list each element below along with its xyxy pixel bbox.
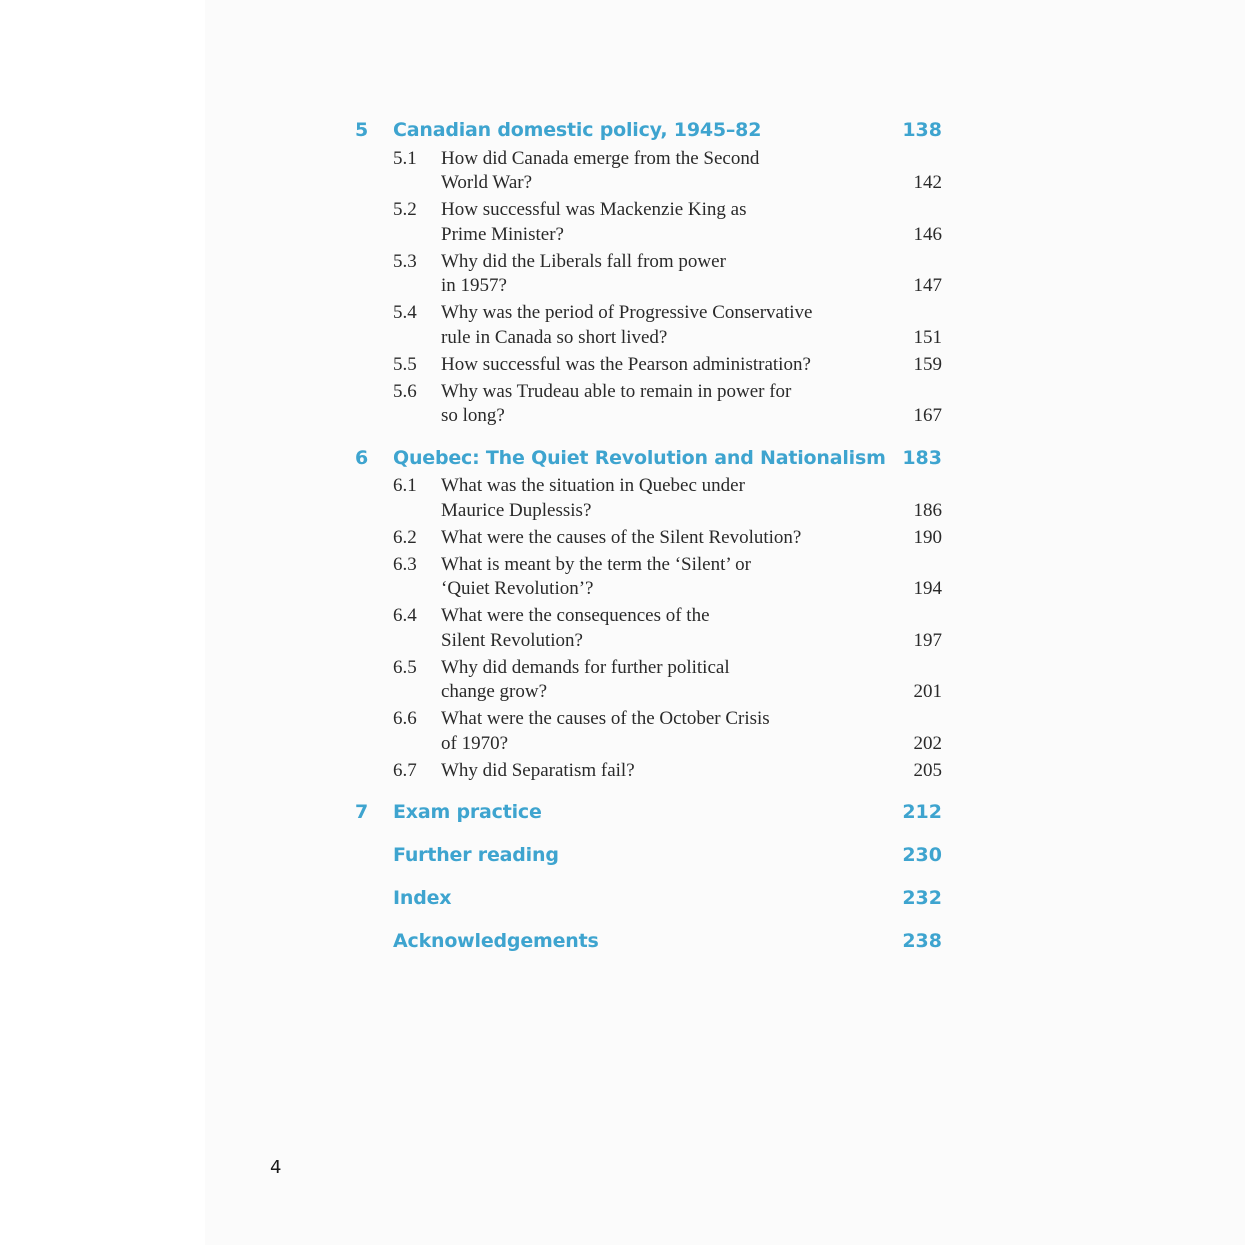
section-title-line: Why did Separatism fail? bbox=[441, 759, 635, 781]
section-title-line: Why did the Liberals fall from power bbox=[441, 250, 726, 272]
section-title-line: How successful was Mackenzie King as bbox=[441, 199, 747, 220]
chapter-heading[interactable] bbox=[355, 841, 942, 869]
section-title-line: What is meant by the term the ‘Silent’ or bbox=[441, 553, 751, 575]
section-page: 190 bbox=[913, 526, 942, 548]
section-number: 5.1 bbox=[393, 147, 417, 169]
section-title-line: Silent Revolution? bbox=[441, 629, 583, 651]
chapter-page: 212 bbox=[902, 801, 942, 823]
chapter-page: 238 bbox=[902, 930, 942, 952]
section-page: 159 bbox=[913, 353, 942, 375]
section-title-line: rule in Canada so short lived? bbox=[441, 326, 668, 348]
section-number: 5.6 bbox=[393, 380, 417, 402]
chapter-spacer bbox=[355, 912, 942, 927]
chapter-heading[interactable] bbox=[355, 444, 942, 472]
section-title bbox=[441, 656, 914, 705]
chapter-title: Further reading bbox=[393, 844, 559, 866]
section-title-line: How did Canada emerge from the Second bbox=[441, 147, 760, 169]
chapter-page: 232 bbox=[902, 887, 942, 909]
section-page: 147 bbox=[913, 275, 942, 296]
section-title-line: Why was the period of Progressive Conservative bbox=[441, 302, 813, 323]
toc-section-entry[interactable] bbox=[355, 147, 942, 196]
section-title-line: What were the consequences of the bbox=[441, 605, 710, 626]
section-title bbox=[441, 380, 914, 429]
chapter-page: 230 bbox=[902, 844, 942, 866]
section-title bbox=[441, 553, 914, 602]
chapter-page: 183 bbox=[902, 446, 942, 469]
section-title-line: in 1957? bbox=[441, 275, 507, 296]
section-number: 5.5 bbox=[393, 353, 417, 375]
section-title bbox=[441, 147, 914, 196]
chapter-num: 6 bbox=[355, 446, 369, 469]
section-title bbox=[441, 250, 914, 299]
toc-section-entry[interactable] bbox=[355, 250, 942, 299]
section-number: 5.2 bbox=[393, 199, 417, 220]
chapter-title: Canadian domestic policy, 1945–82 bbox=[393, 119, 762, 141]
chapter-page: 138 bbox=[902, 119, 942, 141]
toc-section-entry[interactable] bbox=[355, 353, 942, 378]
section-title bbox=[441, 474, 914, 523]
section-title-line: What was the situation in Quebec under bbox=[441, 475, 745, 496]
page-number: 4 bbox=[270, 1157, 282, 1178]
section-number: 5.3 bbox=[393, 250, 417, 272]
toc-section-entry[interactable] bbox=[355, 759, 942, 784]
section-title bbox=[441, 759, 914, 784]
chapter-num: 5 bbox=[355, 119, 369, 141]
chapter-spacer bbox=[355, 783, 942, 798]
toc-section-entry[interactable] bbox=[355, 553, 942, 602]
section-title-line: Prime Minister? bbox=[441, 223, 564, 245]
section-title-line: of 1970? bbox=[441, 732, 509, 754]
section-title-line: ‘Quiet Revolution’? bbox=[441, 578, 594, 599]
section-page: 194 bbox=[913, 578, 942, 599]
chapter-heading[interactable] bbox=[355, 927, 942, 955]
chapter-title: Exam practice bbox=[393, 801, 542, 823]
section-page: 146 bbox=[913, 223, 942, 245]
section-title-line: Maurice Duplessis? bbox=[441, 499, 592, 521]
toc-section-entry[interactable] bbox=[355, 198, 942, 247]
section-title bbox=[441, 198, 914, 247]
section-number: 5.4 bbox=[393, 302, 417, 323]
section-page: 202 bbox=[913, 732, 942, 754]
chapter-heading[interactable] bbox=[355, 798, 942, 826]
chapter-title: Quebec: The Quiet Revolution and Nationalism bbox=[393, 446, 886, 469]
section-title bbox=[441, 353, 914, 378]
toc-section-entry[interactable] bbox=[355, 301, 942, 350]
section-title-line: Why was Trudeau able to remain in power for bbox=[441, 380, 792, 402]
section-title-line: change grow? bbox=[441, 681, 548, 702]
chapter-title: Index bbox=[393, 887, 452, 909]
section-number: 6.2 bbox=[393, 526, 417, 548]
section-number: 6.6 bbox=[393, 708, 417, 729]
chapter-spacer bbox=[355, 869, 942, 884]
toc-section-entry[interactable] bbox=[355, 656, 942, 705]
section-title-line: so long? bbox=[441, 405, 505, 426]
chapter-heading[interactable] bbox=[355, 884, 942, 912]
section-title bbox=[441, 526, 914, 551]
section-page: 186 bbox=[913, 499, 942, 521]
section-number: 6.4 bbox=[393, 605, 417, 626]
section-number: 6.1 bbox=[393, 475, 417, 496]
section-page: 151 bbox=[913, 326, 942, 348]
section-number: 6.7 bbox=[393, 759, 417, 781]
toc-section-entry[interactable] bbox=[355, 604, 942, 653]
section-title-line: What were the causes of the Silent Revolution? bbox=[441, 526, 802, 548]
chapter-num: 7 bbox=[355, 801, 369, 823]
chapter-heading[interactable] bbox=[355, 116, 942, 144]
toc-section-entry[interactable] bbox=[355, 380, 942, 429]
section-number: 6.3 bbox=[393, 553, 417, 575]
chapter-title: Acknowledgements bbox=[393, 930, 599, 952]
section-title bbox=[441, 707, 914, 756]
section-page: 201 bbox=[913, 681, 942, 702]
toc-section-entry[interactable] bbox=[355, 474, 942, 523]
section-page: 142 bbox=[913, 172, 942, 193]
section-page: 167 bbox=[913, 405, 942, 426]
section-title bbox=[441, 604, 914, 653]
section-page: 197 bbox=[913, 629, 942, 651]
toc-section-entry[interactable] bbox=[355, 707, 942, 756]
toc-section-entry[interactable] bbox=[355, 526, 942, 551]
section-page: 205 bbox=[913, 759, 942, 781]
section-number: 6.5 bbox=[393, 656, 417, 678]
table-of-contents bbox=[355, 116, 942, 955]
section-title bbox=[441, 301, 914, 350]
section-title-line: Why did demands for further political bbox=[441, 656, 730, 678]
chapter-spacer bbox=[355, 826, 942, 841]
section-title-line: How successful was the Pearson administration? bbox=[441, 353, 811, 375]
section-title-line: World War? bbox=[441, 172, 533, 193]
section-title-line: What were the causes of the October Crisis bbox=[441, 708, 770, 729]
chapter-spacer bbox=[355, 429, 942, 444]
